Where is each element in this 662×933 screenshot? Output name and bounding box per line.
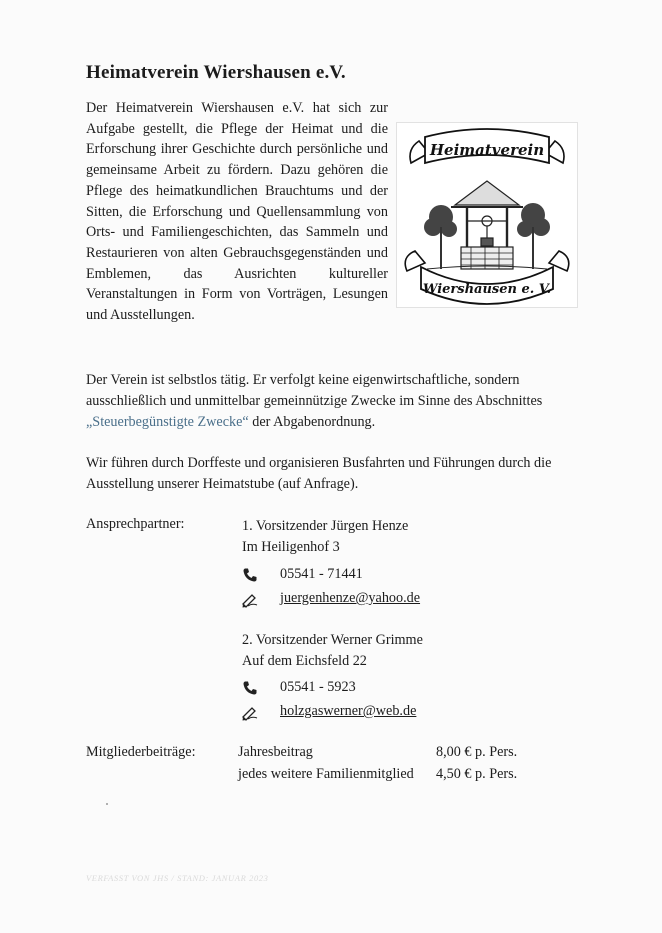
contact1-email-link[interactable]: juergenhenze@yahoo.de: [280, 590, 421, 606]
logo-graphic: [397, 123, 577, 307]
contacts-label: Ansprechpartner:: [86, 516, 185, 532]
activities-paragraph: Wir führen durch Dorffeste und organisieren Busfahrten und Führungen durch die Ausstellung unserer Heimatstube (auf Anfrage).: [86, 455, 552, 492]
logo-banner-bottom: Wiershausen e. V.: [422, 282, 552, 297]
scan-speck: [106, 803, 108, 805]
phone-icon: [242, 567, 258, 583]
contact2-address: Auf dem Eichsfeld 22: [242, 653, 367, 669]
contact2-email-link[interactable]: holzgaswerner@web.de: [280, 703, 417, 719]
fee-row-amount: 8,00 € p. Pers.: [436, 744, 518, 760]
nonprofit-paragraph: [86, 370, 586, 433]
contact1-phone: 05541 - 71441: [280, 566, 363, 582]
contact1-role-name: 1. Vorsitzender Jürgen Henze: [242, 518, 409, 534]
page-title: Heimatverein Wiershausen e.V.: [86, 62, 346, 83]
fee-row-name: Jahresbeitrag: [238, 744, 313, 760]
phone-icon: [242, 680, 258, 696]
logo-banner-top: Heimatverein: [429, 141, 545, 159]
writing-hand-icon: [242, 592, 258, 608]
writing-hand-icon: [242, 705, 258, 721]
intro-paragraph: Der Heimatverein Wiershausen e.V. hat sich zur Aufgabe gestellt, die Pflege der Heimat und die Erforschung ihrer Geschichte durch persönliche und gemeinsame Arbeit zu fördern. Dazu gehören die Pflege des heimatkundlichen Brauchtums und der Sitten, die Erforschung und Quellensammlung von Orts- und Familiengeschichten, das Sammeln und Restaurieren von alten Gebrauchsgegenständen und Emblemen, das Ausrichten kultureller Veranstaltungen in Form von Vorträgen, Lesungen und Ausstellungen.: [86, 100, 388, 324]
association-logo: [396, 122, 578, 308]
contact2-phone: 05541 - 5923: [280, 679, 356, 695]
fees-label: Mitgliederbeiträge:: [86, 744, 196, 760]
contact1-address: Im Heiligenhof 3: [242, 539, 340, 555]
nonprofit-text-before: Der Verein ist selbstlos tätig. Er verfolgt keine eigenwirtschaftliche, sondern ausschließlich und unmittelbar gemeinnützige Zwecke im Sinne des Abschnittes: [86, 372, 543, 409]
nonprofit-quoted-term: „Steuerbegünstigte Zwecke“: [86, 414, 249, 430]
fee-row-amount: 4,50 € p. Pers.: [436, 766, 518, 782]
fee-row-name: jedes weitere Familienmitglied: [238, 766, 414, 782]
footer-note: VERFASST VON JHS / STAND: JANUAR 2023: [86, 873, 269, 883]
nonprofit-text-after: der Abgabenordnung.: [248, 414, 376, 430]
contact2-role-name: 2. Vorsitzender Werner Grimme: [242, 632, 423, 648]
